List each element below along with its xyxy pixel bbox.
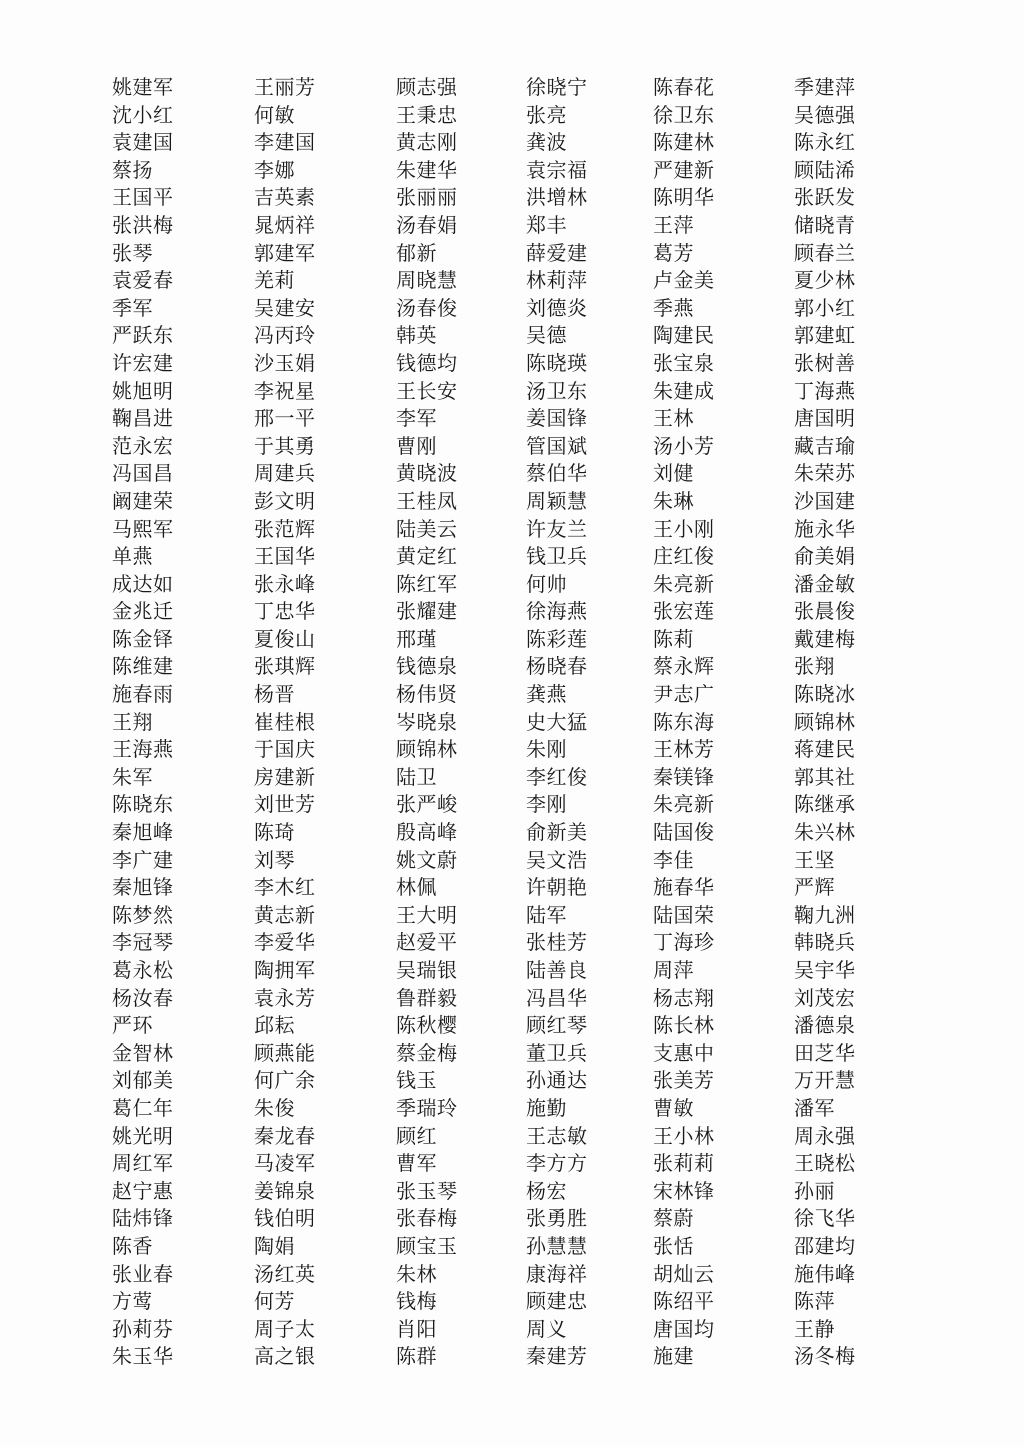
name-entry: 王秉忠 (396, 102, 458, 127)
name-entry: 张跃发 (794, 185, 856, 210)
name-entry: 唐国均 (653, 1316, 715, 1341)
name-entry: 鞠昌进 (112, 406, 174, 431)
name-entry: 王国华 (254, 544, 316, 569)
name-entry: 曹敏 (653, 1095, 694, 1120)
name-entry: 田芝华 (794, 1040, 856, 1065)
name-entry: 朱荣苏 (794, 461, 856, 486)
name-entry: 汤卫东 (526, 378, 588, 403)
name-entry: 陈东海 (653, 709, 715, 734)
name-entry: 蔡永辉 (653, 654, 715, 679)
name-entry: 顾锦林 (396, 737, 458, 762)
name-entry: 于其勇 (254, 433, 316, 458)
name-entry: 顾春兰 (794, 240, 856, 265)
name-entry: 秦龙春 (254, 1123, 316, 1148)
name-entry: 秦镁锋 (653, 764, 715, 789)
name-entry: 张亮 (526, 102, 567, 127)
name-entry: 蔡蔚 (653, 1206, 694, 1231)
name-entry: 何芳 (254, 1289, 295, 1314)
name-entry: 王丽芳 (254, 75, 316, 99)
name-entry: 严辉 (794, 875, 835, 900)
name-entry: 马凌军 (254, 1151, 316, 1176)
name-entry: 姚旭明 (112, 378, 174, 403)
name-entry: 沈小红 (112, 102, 174, 127)
name-entry: 鞠九洲 (794, 902, 856, 927)
name-entry: 郑丰 (526, 212, 567, 237)
name-entry: 秦旭锋 (112, 875, 174, 900)
name-entry: 姚光明 (112, 1123, 174, 1148)
name-entry: 陈维建 (112, 654, 174, 679)
name-entry: 周永强 (794, 1123, 856, 1148)
name-entry: 吴瑞银 (396, 958, 458, 982)
name-entry: 林佩 (396, 875, 437, 900)
name-entry: 潘军 (794, 1095, 835, 1120)
name-entry: 陶娟 (254, 1233, 295, 1258)
name-entry: 李军 (396, 406, 437, 431)
name-entry: 王小刚 (653, 516, 715, 541)
name-entry: 顾陆浠 (794, 157, 856, 182)
name-entry: 陆善良 (526, 958, 588, 982)
name-entry: 姜锦泉 (254, 1178, 316, 1203)
name-entry: 刘德炎 (526, 295, 588, 320)
name-entry: 顾建忠 (526, 1289, 588, 1314)
name-entry: 陈长林 (653, 1013, 715, 1038)
name-entry: 汤小芳 (653, 433, 715, 458)
name-entry: 康海祥 (526, 1261, 588, 1286)
name-entry: 丁忠华 (254, 599, 316, 624)
name-entry: 张业春 (112, 1261, 174, 1286)
name-entry: 朱玉华 (112, 1344, 174, 1369)
name-entry: 韩晓兵 (794, 930, 856, 955)
name-entry: 管国斌 (526, 433, 588, 458)
name-entry: 顾红琴 (526, 1013, 588, 1038)
name-entry: 张永峰 (254, 571, 316, 596)
name-entry: 陈继承 (794, 792, 856, 817)
name-entry: 韩英 (396, 323, 437, 348)
name-entry: 杨晓春 (526, 654, 588, 679)
name-entry: 王志敏 (526, 1123, 588, 1148)
name-entry: 周子太 (254, 1316, 316, 1341)
name-entry: 郭建军 (254, 240, 316, 265)
name-entry: 陆美云 (396, 516, 458, 541)
name-entry: 唐国明 (794, 406, 856, 431)
name-entry: 郭建虹 (794, 323, 856, 348)
name-entry: 张宏莲 (653, 599, 715, 624)
name-entry: 周义 (526, 1316, 567, 1341)
name-entry: 陈绍平 (653, 1289, 715, 1314)
name-entry: 冯昌华 (526, 985, 588, 1010)
name-entry: 周建兵 (254, 461, 316, 486)
name-entry: 蒋建民 (794, 737, 856, 762)
name-entry: 顾红 (396, 1123, 437, 1148)
name-entry: 沙国建 (794, 488, 856, 513)
name-entry: 张范辉 (254, 516, 316, 541)
name-entry: 胡灿云 (653, 1261, 715, 1286)
name-entry: 郁新 (396, 240, 437, 265)
name-entry: 张恬 (653, 1233, 694, 1258)
name-entry: 朱刚 (526, 737, 567, 762)
name-entry: 李娜 (254, 157, 295, 182)
name-entry: 施春华 (653, 875, 715, 900)
name-entry: 朱建成 (653, 378, 715, 403)
name-entry: 吴德 (526, 323, 567, 348)
name-entry: 周红军 (112, 1151, 174, 1176)
name-entry: 徐晓宁 (526, 75, 588, 99)
name-entry: 董卫兵 (526, 1040, 588, 1065)
name-entry: 陈永红 (794, 130, 856, 155)
name-entry: 袁永芳 (254, 985, 316, 1010)
name-entry: 钱德均 (396, 350, 458, 375)
name-entry: 施伟峰 (794, 1261, 856, 1286)
name-entry: 郭其社 (794, 764, 856, 789)
name-entry: 杨晋 (254, 682, 295, 707)
name-entry: 汤冬梅 (794, 1344, 856, 1369)
name-entry: 施春雨 (112, 682, 174, 707)
name-entry: 陶建民 (653, 323, 715, 348)
name-entry: 王林芳 (653, 737, 715, 762)
name-entry: 葛永松 (112, 958, 174, 982)
name-entry: 房建新 (254, 764, 316, 789)
name-entry: 朱亮新 (653, 571, 715, 596)
name-entry: 朱俊 (254, 1095, 295, 1120)
name-entry: 周晓慧 (396, 268, 458, 293)
name-entry: 王海燕 (112, 737, 174, 762)
name-entry: 李冠琴 (112, 930, 174, 955)
name-entry: 陈琦 (254, 820, 295, 845)
name-entry: 陆国俊 (653, 820, 715, 845)
name-entry: 陆军 (526, 902, 567, 927)
name-entry: 孙莉芬 (112, 1316, 174, 1341)
name-entry: 赵宁惠 (112, 1178, 174, 1203)
name-entry: 施建 (653, 1344, 694, 1369)
name-entry: 徐飞华 (794, 1206, 856, 1231)
name-entry: 姚文蔚 (396, 847, 458, 872)
name-entry: 施勤 (526, 1095, 567, 1120)
name-entry: 晁炳祥 (254, 212, 316, 237)
name-entry: 钱卫兵 (526, 544, 588, 569)
name-entry: 卢金美 (653, 268, 715, 293)
name-entry: 鲁群毅 (396, 985, 458, 1010)
name-entry: 顾锦林 (794, 709, 856, 734)
name-entry: 陈梦然 (112, 902, 174, 927)
name-entry: 张春梅 (396, 1206, 458, 1231)
name-entry: 龚燕 (526, 682, 567, 707)
name-entry: 蔡伯华 (526, 461, 588, 486)
name-entry: 陈莉 (653, 626, 694, 651)
name-entry: 施永华 (794, 516, 856, 541)
name-entry: 沙玉娟 (254, 350, 316, 375)
name-entry: 钱玉 (396, 1068, 437, 1093)
name-entry: 范永宏 (112, 433, 174, 458)
name-grid (112, 74, 874, 1371)
name-entry: 李方方 (526, 1151, 588, 1176)
name-entry: 许朝艳 (526, 875, 588, 900)
name-entry: 朱建华 (396, 157, 458, 182)
name-entry: 钱德泉 (396, 654, 458, 679)
name-entry: 吴德强 (794, 102, 856, 127)
name-entry: 季燕 (653, 295, 694, 320)
name-entry: 许宏建 (112, 350, 174, 375)
name-entry: 陈晓冰 (794, 682, 856, 707)
name-entry: 陈萍 (794, 1289, 835, 1314)
name-entry: 刘健 (653, 461, 694, 486)
name-entry: 邵建均 (794, 1233, 856, 1258)
name-entry: 季建萍 (794, 75, 856, 99)
name-entry: 何广余 (254, 1068, 316, 1093)
name-entry: 冯国昌 (112, 461, 174, 486)
name-entry: 王坚 (794, 847, 835, 872)
name-entry: 严跃东 (112, 323, 174, 348)
name-entry: 夏少林 (794, 268, 856, 293)
name-entry: 徐海燕 (526, 599, 588, 624)
name-entry: 夏俊山 (254, 626, 316, 651)
name-entry: 李刚 (526, 792, 567, 817)
name-entry: 金兆迁 (112, 599, 174, 624)
name-entry: 刘琴 (254, 847, 295, 872)
name-entry: 王晓松 (794, 1151, 856, 1176)
name-entry: 吴宇华 (794, 958, 856, 982)
name-entry: 严建新 (653, 157, 715, 182)
name-entry: 陈明华 (653, 185, 715, 210)
name-entry: 庄红俊 (653, 544, 715, 569)
name-entry: 秦旭峰 (112, 820, 174, 845)
name-entry: 何帅 (526, 571, 567, 596)
name-entry: 王萍 (653, 212, 694, 237)
name-entry: 孙慧慧 (526, 1233, 588, 1258)
name-entry: 姚建军 (112, 75, 174, 99)
name-entry: 钱伯明 (254, 1206, 316, 1231)
name-entry: 曹军 (396, 1151, 437, 1176)
name-entry: 李佳 (653, 847, 694, 872)
name-entry: 俞美娟 (794, 544, 856, 569)
name-entry: 汤春俊 (396, 295, 458, 320)
name-entry: 李爱华 (254, 930, 316, 955)
name-entry: 成达如 (112, 571, 174, 596)
name-entry: 蔡金梅 (396, 1040, 458, 1065)
name-entry: 王桂凤 (396, 488, 458, 513)
name-entry: 朱琳 (653, 488, 694, 513)
name-entry: 杨宏 (526, 1178, 567, 1203)
name-entry: 陆国荣 (653, 902, 715, 927)
name-entry: 刘茂宏 (794, 985, 856, 1010)
name-entry: 张玉琴 (396, 1178, 458, 1203)
name-entry: 朱林 (396, 1261, 437, 1286)
name-entry: 崔桂根 (254, 709, 316, 734)
name-entry: 金智林 (112, 1040, 174, 1065)
name-entry: 钱梅 (396, 1289, 437, 1314)
name-entry: 张严峻 (396, 792, 458, 817)
name-entry: 李祝星 (254, 378, 316, 403)
name-entry: 陈晓瑛 (526, 350, 588, 375)
name-entry: 姜国锋 (526, 406, 588, 431)
name-entry: 丁海珍 (653, 930, 715, 955)
name-entry: 冯丙玲 (254, 323, 316, 348)
name-entry: 藏吉瑜 (794, 433, 856, 458)
name-entry: 袁爱春 (112, 268, 174, 293)
name-entry: 王小林 (653, 1123, 715, 1148)
name-entry: 朱兴林 (794, 820, 856, 845)
name-entry: 杨汝春 (112, 985, 174, 1010)
name-entry: 张莉莉 (653, 1151, 715, 1176)
name-entry: 岑晓泉 (396, 709, 458, 734)
name-entry: 殷高峰 (396, 820, 458, 845)
name-entry: 彭文明 (254, 488, 316, 513)
name-entry: 孙通达 (526, 1068, 588, 1093)
name-entry: 张宝泉 (653, 350, 715, 375)
name-entry: 肖阳 (396, 1316, 437, 1341)
name-entry: 杨伟贤 (396, 682, 458, 707)
name-entry: 陈彩莲 (526, 626, 588, 651)
name-entry: 葛仁年 (112, 1095, 174, 1120)
name-entry: 黄志刚 (396, 130, 458, 155)
name-entry: 李木红 (254, 875, 316, 900)
name-entry: 葛芳 (653, 240, 694, 265)
name-entry: 李建国 (254, 130, 316, 155)
name-entry: 刘世芳 (254, 792, 316, 817)
name-entry: 薛爱建 (526, 240, 588, 265)
name-entry: 尹志广 (653, 682, 715, 707)
name-entry: 袁宗福 (526, 157, 588, 182)
name-entry: 陈群 (396, 1344, 437, 1369)
name-entry: 陶拥军 (254, 958, 316, 982)
name-entry: 刘郁美 (112, 1068, 174, 1093)
name-entry: 顾志强 (396, 75, 458, 99)
name-entry: 何敏 (254, 102, 295, 127)
name-entry: 王翔 (112, 709, 153, 734)
name-entry: 万开慧 (794, 1068, 856, 1093)
name-entry: 张勇胜 (526, 1206, 588, 1231)
name-entry: 邢瑾 (396, 626, 437, 651)
name-entry: 王静 (794, 1316, 835, 1341)
name-entry: 黄晓波 (396, 461, 458, 486)
name-entry: 于国庆 (254, 737, 316, 762)
name-entry: 袁建国 (112, 130, 174, 155)
name-entry: 邢一平 (254, 406, 316, 431)
name-entry: 史大猛 (526, 709, 588, 734)
name-entry: 林莉萍 (526, 268, 588, 293)
name-entry: 陈香 (112, 1233, 153, 1258)
name-entry: 王长安 (396, 378, 458, 403)
name-entry: 支惠中 (653, 1040, 715, 1065)
name-entry: 陈金铎 (112, 626, 174, 651)
name-entry: 潘德泉 (794, 1013, 856, 1038)
name-entry: 高之银 (254, 1344, 316, 1369)
name-entry: 陈建林 (653, 130, 715, 155)
name-entry: 王大明 (396, 902, 458, 927)
name-entry: 杨志翔 (653, 985, 715, 1010)
name-entry: 顾宝玉 (396, 1233, 458, 1258)
name-entry: 张桂芳 (526, 930, 588, 955)
name-entry: 丁海燕 (794, 378, 856, 403)
name-entry: 张琪辉 (254, 654, 316, 679)
name-entry: 陆卫 (396, 764, 437, 789)
name-entry: 张丽丽 (396, 185, 458, 210)
name-entry: 洪增林 (526, 185, 588, 210)
name-entry: 季军 (112, 295, 153, 320)
name-entry: 宋林锋 (653, 1178, 715, 1203)
name-entry: 俞新美 (526, 820, 588, 845)
name-entry: 黄志新 (254, 902, 316, 927)
name-entry: 汤红英 (254, 1261, 316, 1286)
name-entry: 黄定红 (396, 544, 458, 569)
name-entry: 张洪梅 (112, 212, 174, 237)
name-entry: 储晓青 (794, 212, 856, 237)
name-entry: 曹刚 (396, 433, 437, 458)
name-entry: 汤春娟 (396, 212, 458, 237)
name-entry: 张翔 (794, 654, 835, 679)
name-entry: 阚建荣 (112, 488, 174, 513)
name-entry: 张琴 (112, 240, 153, 265)
name-entry: 张美芳 (653, 1068, 715, 1093)
name-entry: 朱亮新 (653, 792, 715, 817)
name-entry: 许友兰 (526, 516, 588, 541)
name-entry: 季瑞玲 (396, 1095, 458, 1120)
name-entry: 马熙军 (112, 516, 174, 541)
name-entry: 周颖慧 (526, 488, 588, 513)
name-entry: 张耀建 (396, 599, 458, 624)
name-entry: 王国平 (112, 185, 174, 210)
name-entry: 陈春花 (653, 75, 715, 99)
name-entry: 吴建安 (254, 295, 316, 320)
name-entry: 陆炜锋 (112, 1206, 174, 1231)
name-entry: 顾燕能 (254, 1040, 316, 1065)
name-entry: 孙丽 (794, 1178, 835, 1203)
name-entry: 周萍 (653, 958, 694, 982)
name-entry: 龚波 (526, 130, 567, 155)
name-entry: 秦建芳 (526, 1344, 588, 1369)
name-entry: 吴文浩 (526, 847, 588, 872)
name-entry: 蔡扬 (112, 157, 153, 182)
name-entry: 陈秋樱 (396, 1013, 458, 1038)
name-entry: 徐卫东 (653, 102, 715, 127)
name-entry: 邱耘 (254, 1013, 295, 1038)
name-entry: 赵爱平 (396, 930, 458, 955)
name-entry: 张晨俊 (794, 599, 856, 624)
name-entry: 戴建梅 (794, 626, 856, 651)
name-entry: 郭小红 (794, 295, 856, 320)
name-entry: 吉英素 (254, 185, 316, 210)
name-entry: 朱军 (112, 764, 153, 789)
name-entry: 羌莉 (254, 268, 295, 293)
name-entry: 张树善 (794, 350, 856, 375)
name-entry: 方莺 (112, 1289, 153, 1314)
name-entry: 李广建 (112, 847, 174, 872)
name-entry: 陈红军 (396, 571, 458, 596)
name-entry: 严环 (112, 1013, 153, 1038)
name-entry: 王林 (653, 406, 694, 431)
name-entry: 李红俊 (526, 764, 588, 789)
name-entry: 潘金敏 (794, 571, 856, 596)
name-entry: 陈晓东 (112, 792, 174, 817)
name-entry: 单燕 (112, 544, 153, 569)
